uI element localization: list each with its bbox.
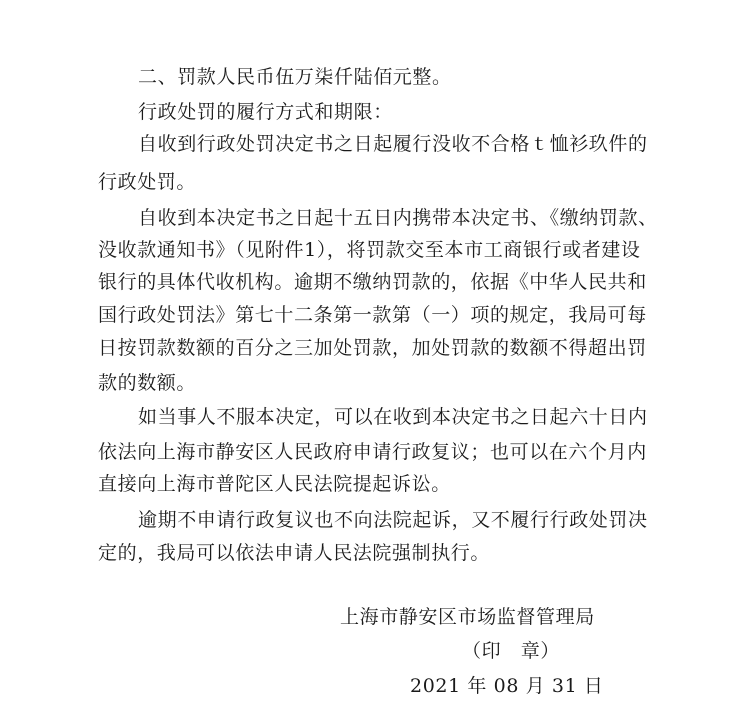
issue-date: 2021 年 08 月 31 日	[410, 675, 604, 697]
payment-para-line-3: 银行的具体代收机构。逾期不缴纳罚款的，依据《中华人民共和	[98, 271, 647, 293]
performance-para-1-line-1: 自收到行政处罚决定书之日起履行没收不合格ｔ恤衫玖件的	[138, 133, 648, 155]
payment-para-line-2: 没收款通知书》（见附件1），将罚款交至本市工商银行或者建设	[98, 239, 641, 261]
enforcement-para-line-2: 定的，我局可以依法申请人民法院强制执行。	[98, 542, 491, 564]
enforcement-para-line-1: 逾期不申请行政复议也不向法院起诉，又不履行行政处罚决	[138, 509, 648, 531]
appeal-para-line-2: 依法向上海市静安区人民政府申请行政复议；也可以在六个月内	[98, 441, 647, 463]
appeal-para-line-1: 如当事人不服本决定，可以在收到本决定书之日起六十日内	[138, 406, 648, 428]
payment-para-line-5: 日按罚款数额的百分之三加处罚款，加处罚款的数额不得超出罚	[98, 337, 647, 359]
payment-para-line-1: 自收到本决定书之日起十五日内携带本决定书、《缴纳罚款、	[138, 207, 658, 229]
performance-para-1-line-2: 行政处罚。	[98, 171, 197, 193]
payment-para-line-4: 国行政处罚法》第七十二条第一款第（一）项的规定，我局可每	[98, 304, 647, 326]
issuing-authority: 上海市静安区市场监督管理局	[340, 606, 595, 628]
seal-placeholder: （印 章）	[462, 640, 561, 662]
payment-para-line-6: 款的数额。	[98, 372, 197, 394]
performance-heading: 行政处罚的履行方式和期限：	[138, 101, 393, 123]
appeal-para-line-3: 直接向上海市普陀区人民法院提起诉讼。	[98, 473, 451, 495]
penalty-item-two: 二、罚款人民币伍万柒仟陆佰元整。	[138, 66, 452, 88]
